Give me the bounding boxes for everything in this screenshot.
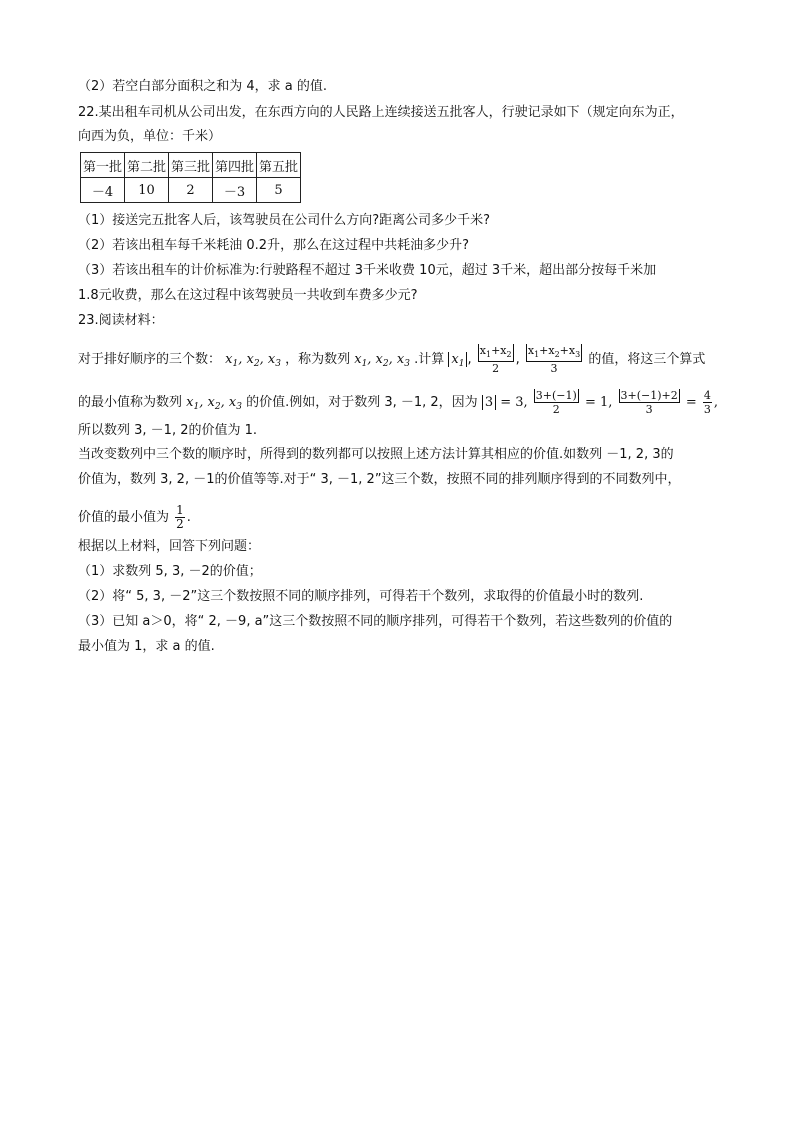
formula-one-half: $\frac{1}{2}$	[176, 503, 184, 531]
q23-part3-line1: （3）已知 a＞0，将“ 2, －9, a”这三个数按照不同的顺序排列，可得若干个数列，若这些数列的价值的	[78, 614, 673, 629]
value-cell: －4	[81, 178, 125, 203]
value-cell: 10	[125, 178, 169, 203]
q23-material-line6: 价值的最小值为 $\frac{1}{2}$ .	[78, 503, 191, 531]
formula-x1x2x3: $x_1$, $x_2$, $x_3$	[225, 352, 281, 370]
table-value-row	[81, 178, 301, 203]
header-cell: 第五批	[257, 153, 301, 178]
q23-material-line3: 所以数列 3, －1, 2的价值为 1.	[78, 423, 258, 438]
q22-part3-line2: 1.8元收费，那么在这过程中该驾驶员一共收到车费多少元?	[78, 288, 418, 303]
q23-material-line4: 当改变数列中三个数的顺序时，所得到的数列都可以按照上述方法计算其相应的价值.如数列 －1, 2, 3的	[78, 447, 674, 462]
q23-material-line5: 价值为，数列 3, 2, －1的价值等等.对于“ 3, －1, 2”这三个数，按照不同的排列顺序得到的不同数列中，	[78, 472, 681, 487]
formula-x1x2x3: $x_1$, $x_2$, $x_3$	[186, 395, 242, 412]
q22-part1: （1）接送完五批客人后，该驾驶员在公司什么方向?距离公司多少千米?	[78, 213, 491, 228]
formula-x1x2x3: $x_1$, $x_2$, $x_3$	[354, 352, 410, 370]
q23-part3-line2: 最小值为 1，求 a 的值.	[78, 639, 215, 654]
header-cell: 第三批	[169, 153, 213, 178]
q22-stem-line2: 向西为负，单位：千米）	[78, 129, 222, 144]
table-header-row	[81, 153, 301, 178]
header-cell: 第二批	[125, 153, 169, 178]
value-cell: 2	[169, 178, 213, 203]
formula-example-values: 3 = 3, $\frac{3+(-1)}{2}$ = 1, $\frac{3+(-1)+2}{3}$ = $\frac{4}{3}$ ,	[482, 395, 718, 410]
driving-record-table	[80, 152, 301, 203]
q23-intro: 根据以上材料，回答下列问题：	[78, 539, 261, 554]
formula-abs-x1: $x_1$	[448, 352, 467, 367]
q23-part1: （1）求数列 5, 3, －2的价值；	[78, 564, 262, 579]
q22-stem-line1: 22.某出租车司机从公司出发，在东西方向的人民路上连续接送五批客人，行驶记录如下（规定向东为正，	[78, 105, 684, 120]
header-cell: 第一批	[81, 153, 125, 178]
q23-part2: （2）将“ 5, 3, －2”这三个数按照不同的顺序排列，可得若干个数列，求取得的价值最小时的数列.	[78, 589, 644, 604]
q23-material-line2: 的最小值称为数列 $x_1$, $x_2$, $x_3$ 的价值.例如，对于数列 3, －1, 2，因为 3 = 3, $\frac{3+(-1)}{2}$ = 1, $\frac{3+(-1)+2}{3}$ = $\frac{4}{3}$ ,	[78, 389, 719, 416]
value-cell: 5	[257, 178, 301, 203]
q23-material-line1: 对于排好顺序的三个数： $x_1$, $x_2$, $x_3$ ，称为数列 $x_1$, $x_2$, $x_3$ .计算 $x_1$ , $\frac{x_1+x_2}{2}$ , $\frac{x_1+x_2+x_3}{3}$ 的值，将这三个算式	[78, 344, 706, 376]
q22-part3-line1: （3）若该出租车的计价标准为:行驶路程不超过 3千米收费 10元，超过 3千米，超出部分按每千米加	[78, 263, 657, 278]
q21-part2: （2）若空白部分面积之和为 4，求 a 的值.	[78, 79, 328, 94]
header-cell: 第四批	[213, 153, 257, 178]
q23-title: 23.阅读材料：	[78, 313, 164, 328]
q22-part2: （2）若该出租车每千米耗油 0.2升，那么在这过程中共耗油多少升?	[78, 238, 469, 253]
value-cell: －3	[213, 178, 257, 203]
formula-frac-x1-plus-x2-plus-x3: $\frac{x_1+x_2+x_3}{3}$	[527, 344, 581, 376]
formula-frac-x1-plus-x2: $\frac{x_1+x_2}{2}$	[479, 344, 512, 376]
